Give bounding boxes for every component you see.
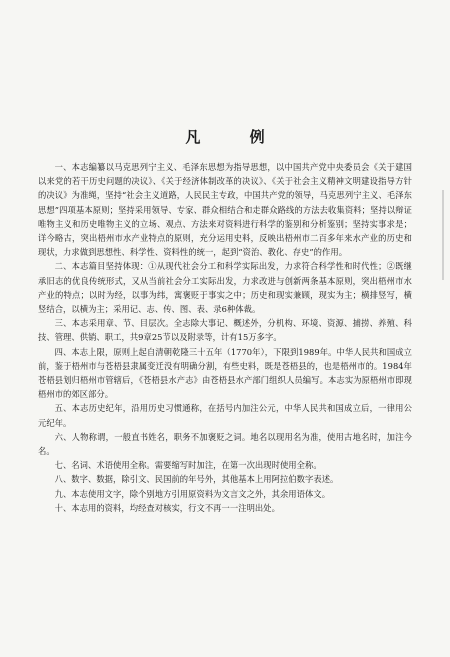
- paragraph-1: 一、本志编纂以马克思列宁主义、毛泽东思想为指导思想，以中国共产党中央委员会《关于建国以来党的若干历史问题的决议》、《关于经济体制改革的决议》、《关于社会主义精神文明建设指导方针的决议》为准绳，坚持“社会主义道路，人民民主专政，中国共产党的领导，马克思列宁主义、毛泽东思想”四项基本原则；坚持采用领导、专家、群众相结合和走群众路线的方法去收集资料；坚持以辩证唯物主义和历史唯物主义的立场、观点、方法来对资料进行科学的鉴别和分析鉴别；坚持实事求是；详今略古，突出梧州市水产业特点的原则，充分运用史料，反映出梧州市二百多年来水产业的历史和现状，力求做到思想性、科学性、资料性的统一，起到“资治、教化、存史”的作用。: [38, 162, 412, 258]
- document-body: [38, 160, 412, 515]
- scan-edge-mark: [442, 190, 444, 280]
- paragraph-8: 八、数字、数据，除引文、民国前的年号外，其他基本上用阿拉伯数字表述。: [54, 474, 339, 485]
- page-title: 凡 例: [185, 128, 287, 146]
- paragraph-5: 五、本志历史纪年，沿用历史习惯通称，在括号内加注公元，中华人民共和国成立后，一律用公元纪年。: [38, 403, 412, 428]
- paragraph-3: 三、本志采用章、节、目层次。全志除大事记、概述外，分机构、环境、资源、捕捞、养殖、科技、管理、供销、职工，共9章25节以及附录等，计有15万多字。: [38, 318, 412, 343]
- paragraph-7: 七、名词、术语使用全称。需要缩写时加注，在第一次出现时使用全称。: [54, 460, 322, 471]
- paragraph-10: 十、本志用的资料，均经查对核实，行文不再一一注明出处。: [54, 502, 280, 513]
- paragraph-4: 四、本志上限，原则上起自清朝乾隆三十五年（1770年），下限到1989年。中华人民共和国成立前，鉴于梧州市与苍梧县隶属变迁没有明确分割，有些史料，既是苍梧县的，也是梧州市的。1984年苍梧县划归梧州市管辖后，《苍梧县水产志》由苍梧县水产部门组织人员编写。本志实为原梧州市即现梧州市的郊区部分。: [38, 346, 412, 400]
- paragraph-6: 六、人物称谓，一般直书姓名，职务不加褒贬之词。地名以现用名为准，使用古地名时，加注今名。: [38, 431, 412, 457]
- paragraph-9: 九、本志使用文字，除个别地方引用原资料为文言文之外，其余用语体文。: [54, 488, 331, 499]
- paragraph-2: 二、本志篇目坚持体现：①从现代社会分工和科学实际出发，力求符合科学性和时代性；②既继承旧志的优良传统形式，又从当前社会分工实际出发，力求改进与创新两条基本原则，突出梧州市水产业的特点；以时为经，以事为纬，寓褒贬于事实之中；历史和现实兼顾，现实为主；横排竖写，横竖结合，以横为主；采用记、志、传、图、表、录6种体裁。: [38, 261, 412, 315]
